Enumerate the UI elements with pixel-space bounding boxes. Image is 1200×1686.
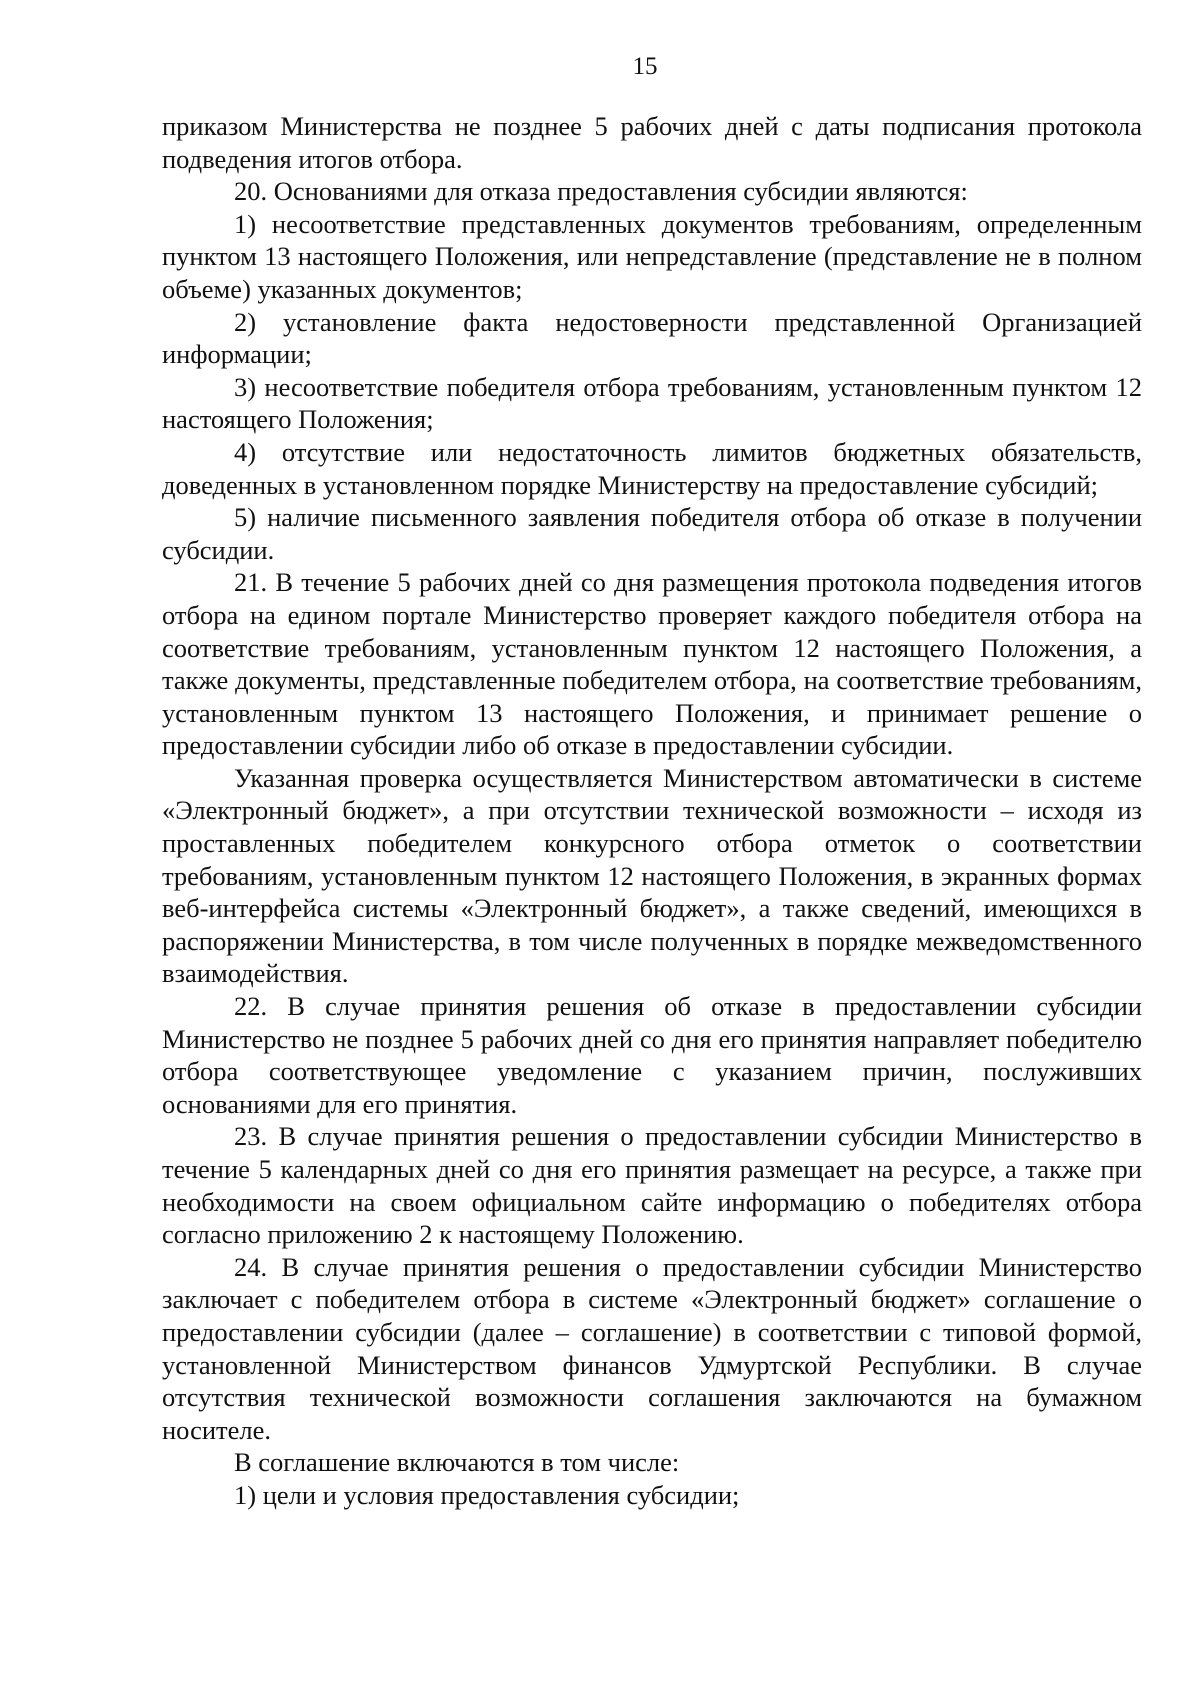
paragraph: 1) несоответствие представленных документов требованиям, определенным пунктом 13 настоящего Положения, или непредставление (представление не в полном объеме) указанных документов;: [162, 208, 1142, 304]
paragraph: 20. Основаниями для отказа предоставления субсидии являются:: [234, 176, 968, 207]
document-body: [162, 110, 1142, 1512]
paragraph: 22. В случае принятия решения об отказе в предоставлении субсидии Министерство не позднее 5 рабочих дней со дня его принятия направляет победителю отбора соответствующее уведомление с указанием причин, послуживших основаниями для его принятия.: [162, 991, 1142, 1119]
paragraph: 21. В течение 5 рабочих дней со дня размещения протокола подведения итогов отбора на едином портале Министерство проверяет каждого победителя отбора на соответствие требованиям, установленным пунктом 12 настоящего Положения, а также документы, представленные победителем отбора, на соответствие требованиям, установленным пунктом 13 настоящего Положения, и принимает решение о предоставлении субсидии либо об отказе в предоставлении субсидии.: [162, 567, 1142, 761]
paragraph: 23. В случае принятия решения о предоставлении субсидии Министерство в течение 5 календарных дней со дня его принятия размещает на ресурсе, а также при необходимости на своем официальном сайте информацию о победителях отбора согласно приложению 2 к настоящему Положению.: [162, 1121, 1142, 1250]
paragraph: 5) наличие письменного заявления победителя отбора об отказе в получении субсидии.: [162, 502, 1142, 565]
paragraph: 1) цели и условия предоставления субсидии;: [234, 1479, 740, 1510]
page-number: 15: [632, 53, 658, 80]
paragraph: 24. В случае принятия решения о предоставлении субсидии Министерство заключает с победителем отбора в системе «Электронный бюджет» соглашение о предоставлении субсидии (далее – соглашение) в соответствии с типовой формой, установленной Министерством финансов Удмуртской Республики. В случае отсутствия технической возможности соглашения заключаются на бумажном носителе.: [162, 1251, 1142, 1445]
paragraph: В соглашение включаются в том числе:: [234, 1447, 680, 1478]
paragraph: Указанная проверка осуществляется Министерством автоматически в системе «Электронный бюджет», а при отсутствии технической возможности – исходя из проставленных победителем конкурсного отбора отметок о соответствии требованиям, установленным пунктом 12 настоящего Положения, в экранных формах веб-интерфейса системы «Электронный бюджет», а также сведений, имеющихся в распоряжении Министерства, в том числе полученных в порядке межведомственного взаимодействия.: [162, 762, 1142, 989]
paragraph: приказом Министерства не позднее 5 рабочих дней с даты подписания протокола подведения итогов отбора.: [162, 111, 1142, 174]
paragraph: 4) отсутствие или недостаточность лимитов бюджетных обязательств, доведенных в установленном порядке Министерству на предоставление субсидий;: [162, 436, 1142, 500]
paragraph: 2) установление факта недостоверности представленной Организацией информации;: [162, 306, 1142, 370]
paragraph: 3) несоответствие победителя отбора требованиям, установленным пунктом 12 настоящего Положения;: [162, 371, 1142, 435]
